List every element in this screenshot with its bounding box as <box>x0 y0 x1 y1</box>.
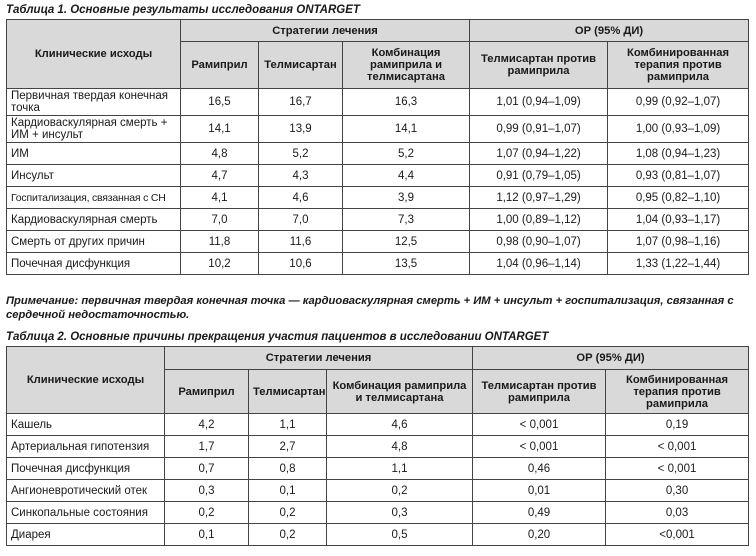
header-telmisartan: Телмисартан <box>249 370 327 414</box>
header-outcomes: Клинические исходы <box>7 347 165 414</box>
cell-combination: 4,8 <box>327 436 473 458</box>
cell-telmisartan: 2,7 <box>249 436 327 458</box>
cell-ramipril: 16,5 <box>181 89 259 116</box>
cell-combination: 4,6 <box>327 414 473 436</box>
table-row <box>7 480 749 502</box>
row-label: Синкопальные состояния <box>7 502 165 524</box>
cell-telmisartan: 13,9 <box>259 116 343 143</box>
table1-results <box>6 19 749 275</box>
cell-telmisartan: 0,1 <box>249 480 327 502</box>
cell-or-telmi: 1,07 (0,94–1,22) <box>470 143 608 165</box>
cell-ramipril: 14,1 <box>181 116 259 143</box>
cell-or-combo: 0,19 <box>606 414 749 436</box>
row-label: Почечная дисфункция <box>7 253 181 275</box>
cell-ramipril: 4,1 <box>181 187 259 209</box>
cell-combination: 5,2 <box>343 143 470 165</box>
cell-or-combo: 0,30 <box>606 480 749 502</box>
table-row <box>7 414 749 436</box>
cell-or-telmi: 0,46 <box>473 458 606 480</box>
cell-combination: 1,1 <box>327 458 473 480</box>
row-label: Кашель <box>7 414 165 436</box>
cell-ramipril: 10,2 <box>181 253 259 275</box>
cell-combination: 7,3 <box>343 209 470 231</box>
header-ramipril: Рамиприл <box>181 42 259 89</box>
row-label: ИМ <box>7 143 181 165</box>
table-row <box>7 231 749 253</box>
cell-or-combo: < 0,001 <box>606 436 749 458</box>
header-telmisartan: Телмисартан <box>259 42 343 89</box>
header-combination: Комбинация рамиприла и телмисартана <box>327 370 473 414</box>
cell-or-telmi: 0,01 <box>473 480 606 502</box>
row-label: Смерть от других причин <box>7 231 181 253</box>
table-row <box>7 116 749 143</box>
cell-combination: 0,3 <box>327 502 473 524</box>
cell-combination: 14,1 <box>343 116 470 143</box>
cell-or-combo: 1,08 (0,94–1,23) <box>608 143 749 165</box>
table2-caption: Таблица 2. Основные причины прекращения участия пациентов в исследовании ONTARGET <box>6 331 549 343</box>
header-telmi-vs-rami: Телмисартан против рамиприла <box>470 42 608 89</box>
table-row <box>7 524 749 546</box>
header-combo-vs-rami: Комбинированная терапия против рамиприла <box>608 42 749 89</box>
header-telmi-vs-rami: Телмисартан против рамиприла <box>473 370 606 414</box>
row-label: Госпитализация, связанная с СН <box>7 187 181 209</box>
cell-or-combo: 1,33 (1,22–1,44) <box>608 253 749 275</box>
cell-ramipril: 0,3 <box>165 480 249 502</box>
table-row <box>7 187 749 209</box>
cell-or-telmi: 0,91 (0,79–1,05) <box>470 165 608 187</box>
header-ramipril: Рамиприл <box>165 370 249 414</box>
table-row <box>7 458 749 480</box>
cell-telmisartan: 10,6 <box>259 253 343 275</box>
cell-ramipril: 4,8 <box>181 143 259 165</box>
cell-ramipril: 0,7 <box>165 458 249 480</box>
cell-or-telmi: 1,12 (0,97–1,29) <box>470 187 608 209</box>
row-label: Артериальная гипотензия <box>7 436 165 458</box>
cell-ramipril: 0,2 <box>165 502 249 524</box>
table-row <box>7 209 749 231</box>
cell-ramipril: 4,2 <box>165 414 249 436</box>
cell-combination: 12,5 <box>343 231 470 253</box>
cell-telmisartan: 0,8 <box>249 458 327 480</box>
header-strategies: Стратегии лечения <box>165 347 473 370</box>
cell-ramipril: 1,7 <box>165 436 249 458</box>
cell-telmisartan: 0,2 <box>249 524 327 546</box>
table-row <box>7 253 749 275</box>
table-row <box>7 165 749 187</box>
cell-telmisartan: 4,6 <box>259 187 343 209</box>
row-label: Первичная твердая конечная точка <box>7 89 181 116</box>
row-label: Ангионевротический отек <box>7 480 165 502</box>
cell-or-combo: < 0,001 <box>606 458 749 480</box>
row-label: Кардиоваскулярная смерть <box>7 209 181 231</box>
header-or: ОР (95% ДИ) <box>470 20 749 42</box>
cell-or-combo: 0,93 (0,81–1,07) <box>608 165 749 187</box>
row-label: Почечная дисфункция <box>7 458 165 480</box>
cell-or-combo: 0,95 (0,82–1,10) <box>608 187 749 209</box>
cell-telmisartan: 5,2 <box>259 143 343 165</box>
table2-discontinuation <box>6 346 749 546</box>
cell-or-telmi: 0,99 (0,91–1,07) <box>470 116 608 143</box>
cell-or-combo: 1,07 (0,98–1,16) <box>608 231 749 253</box>
cell-telmisartan: 7,0 <box>259 209 343 231</box>
cell-or-telmi: 1,01 (0,94–1,09) <box>470 89 608 116</box>
cell-or-combo: 1,00 (0,93–1,09) <box>608 116 749 143</box>
cell-combination: 0,2 <box>327 480 473 502</box>
row-label: Диарея <box>7 524 165 546</box>
header-outcomes: Клинические исходы <box>7 20 181 89</box>
header-combination: Комбинация рамиприла и телмисартана <box>343 42 470 89</box>
cell-combination: 4,4 <box>343 165 470 187</box>
cell-or-telmi: 0,49 <box>473 502 606 524</box>
cell-combination: 16,3 <box>343 89 470 116</box>
cell-or-combo: 0,03 <box>606 502 749 524</box>
cell-combination: 13,5 <box>343 253 470 275</box>
cell-or-telmi: 1,04 (0,96–1,14) <box>470 253 608 275</box>
cell-telmisartan: 16,7 <box>259 89 343 116</box>
header-strategies: Стратегии лечения <box>181 20 470 42</box>
row-label: Кардиоваскулярная смерть + ИМ + инсульт <box>7 116 181 143</box>
row-label: Инсульт <box>7 165 181 187</box>
header-combo-vs-rami: Комбинированная терапия против рамиприла <box>606 370 749 414</box>
cell-telmisartan: 11,6 <box>259 231 343 253</box>
cell-or-combo: 1,04 (0,93–1,17) <box>608 209 749 231</box>
table1-caption: Таблица 1. Основные результаты исследования ONTARGET <box>6 4 360 16</box>
table-row <box>7 502 749 524</box>
table-row <box>7 89 749 116</box>
cell-or-telmi: 0,20 <box>473 524 606 546</box>
cell-or-telmi: 0,98 (0,90–1,07) <box>470 231 608 253</box>
cell-telmisartan: 0,2 <box>249 502 327 524</box>
cell-or-telmi: 1,00 (0,89–1,12) <box>470 209 608 231</box>
cell-ramipril: 7,0 <box>181 209 259 231</box>
cell-or-combo: 0,99 (0,92–1,07) <box>608 89 749 116</box>
cell-telmisartan: 4,3 <box>259 165 343 187</box>
cell-combination: 3,9 <box>343 187 470 209</box>
table-row <box>7 143 749 165</box>
header-or: ОР (95% ДИ) <box>473 347 749 370</box>
cell-telmisartan: 1,1 <box>249 414 327 436</box>
cell-ramipril: 11,8 <box>181 231 259 253</box>
cell-combination: 0,5 <box>327 524 473 546</box>
table1-note: Примечание: первичная твердая конечная точка — кардиоваскулярная смерть + ИМ + инсульт + госпитализация, связанная с сердечной недостаточностью. <box>6 295 734 321</box>
cell-ramipril: 4,7 <box>181 165 259 187</box>
cell-ramipril: 0,1 <box>165 524 249 546</box>
table-row <box>7 436 749 458</box>
cell-or-combo: <0,001 <box>606 524 749 546</box>
cell-or-telmi: < 0,001 <box>473 414 606 436</box>
cell-or-telmi: < 0,001 <box>473 436 606 458</box>
